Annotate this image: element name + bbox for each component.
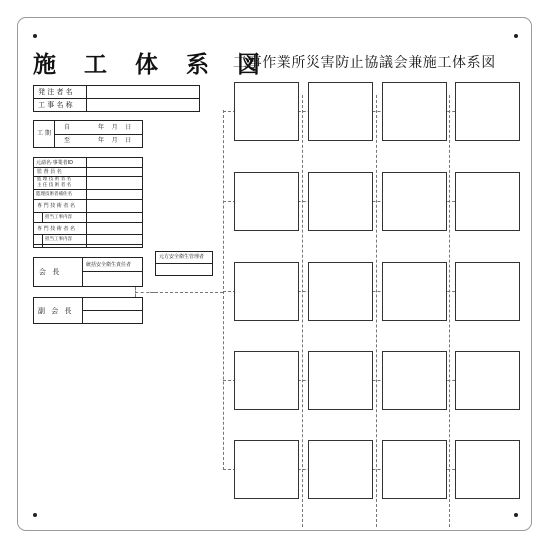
work-content-label-2: 担当工事内容: [45, 237, 72, 242]
page-title: 施 工 体 系 図: [33, 52, 271, 78]
work-content-label-1: 担当工事内容: [45, 215, 72, 220]
org-cell: [234, 262, 299, 321]
org-cell: [308, 351, 373, 410]
org-cell: [382, 262, 447, 321]
vice-president-box: [33, 297, 143, 324]
staff-indent-line: [42, 213, 43, 223]
chief-engineer-label: 監 理 技 術 者 名: [37, 177, 72, 182]
period-table: [33, 120, 143, 148]
org-cell: [382, 82, 447, 141]
orderer-name-label: 発 注 者 名: [38, 88, 73, 96]
mount-hole-top-left: [33, 34, 37, 38]
order-table-divider: [86, 86, 87, 111]
org-cell: [382, 351, 447, 410]
org-cell: [455, 440, 520, 499]
org-cell: [308, 82, 373, 141]
period-row-line: [54, 134, 142, 135]
org-cell: [382, 440, 447, 499]
mount-hole-bottom-right: [514, 513, 518, 517]
org-cell: [234, 440, 299, 499]
period-label: 工 期: [37, 130, 51, 137]
org-cell: [455, 262, 520, 321]
org-cell: [308, 440, 373, 499]
period-date-to: 年 月 日: [98, 137, 132, 144]
safety-manager-box: [155, 251, 213, 276]
org-cell: [234, 172, 299, 231]
grid-column-connector: [376, 95, 377, 527]
org-cell: [455, 172, 520, 231]
org-cell: [234, 351, 299, 410]
org-cell: [455, 82, 520, 141]
vice-president-label: 副 会 長: [38, 307, 74, 315]
safety-manager-label: 元方安全衛生管理者: [159, 254, 205, 260]
period-date-from: 年 月 日: [98, 124, 132, 131]
page-subtitle: 工事作業所災害防止協議会兼施工体系図: [233, 55, 496, 71]
grid-column-connector: [449, 95, 450, 527]
president-label: 会 長: [39, 268, 62, 276]
period-from: 自: [64, 124, 71, 131]
org-cell: [234, 82, 299, 141]
president-divider: [82, 258, 83, 286]
main-connector: [223, 110, 224, 470]
order-table: [33, 85, 200, 112]
period-to: 至: [64, 137, 71, 144]
safety-manager-connector: [150, 292, 223, 293]
president-inner-line: [82, 271, 142, 272]
safety-officer-label: 統括安全衛生責任者: [86, 262, 132, 268]
staff-table: [33, 157, 143, 248]
org-cell: [382, 172, 447, 231]
vice-president-inner-line: [82, 310, 142, 311]
org-cell: [308, 172, 373, 231]
project-name-label: 工 事 名 称: [38, 101, 73, 109]
lead-engineer-label: 主 任 技 術 者 名: [37, 183, 72, 188]
mount-hole-bottom-left: [33, 513, 37, 517]
grid-column-connector: [302, 95, 303, 527]
supervisor-label: 監 督 員 名: [37, 169, 62, 175]
specialist-engineer-label-1: 専 門 技 術 者 名: [37, 203, 75, 209]
org-cell: [308, 262, 373, 321]
org-cell: [455, 351, 520, 410]
president-box: [33, 257, 143, 287]
contractor-id-label: 元請名·事業者ID: [36, 160, 73, 166]
safety-manager-inner-line: [156, 263, 212, 264]
chief-engineer-assistant-label: 監理技術者補佐名: [36, 192, 72, 197]
specialist-engineer-label-2: 専 門 技 術 者 名: [37, 226, 75, 232]
mount-hole-top-right: [514, 34, 518, 38]
staff-indent-line: [42, 235, 43, 247]
